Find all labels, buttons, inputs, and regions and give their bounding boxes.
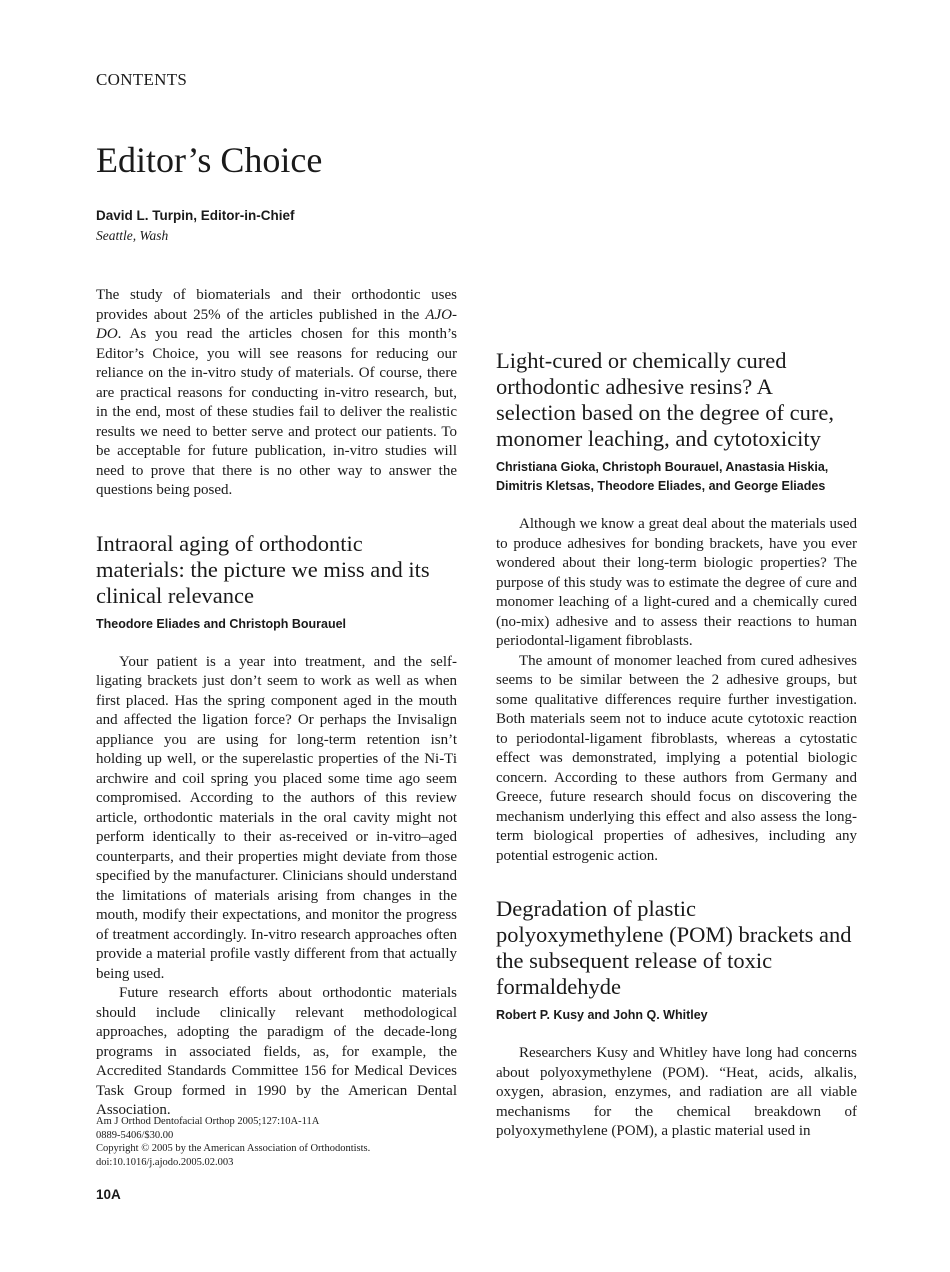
citation-footer <box>96 1115 370 1169</box>
editor-location: Seattle, Wash <box>96 228 169 243</box>
left-column <box>96 286 457 1121</box>
editor-byline: David L. Turpin, Editor-in-Chief <box>96 208 295 223</box>
article-1-paragraph-1: Your patient is a year into treatment, and the self-ligating brackets just don’t seem to work as well as when first placed. Has the spring component aged in the mouth and affected the ligation force? Or perhaps the Invisalign appliance you are using for long-term retention isn’t holding up well, or the superelastic properties of the Ni-Ti archwire and coil spring you placed some time ago seem compromised. According to the authors of this review article, orthodontic materials in the oral cavity might not perform identically to their as-received or in-vitro–aged counterparts, and their properties might deviate from those specified by the manufacturer. Clinicians should understand the limitations of materials arising from changes in the mouth, modify their expectations, and monitor the progress of treatment accordingly. In-vitro research approaches often provide a material profile vastly different from that actually being used. <box>96 653 457 982</box>
article-3-authors: Robert P. Kusy and John Q. Whitley <box>496 1008 708 1022</box>
right-column <box>496 286 857 1142</box>
section-label: CONTENTS <box>96 70 188 89</box>
article-2-title: Light-cured or chemically cured orthodontic adhesive resins? A selection based on the degree of cure, monomer leaching, and cytotoxicity <box>496 348 834 451</box>
journal-name: AJO-DO <box>96 306 457 342</box>
intro-text-2: . As you read the articles chosen for this month’s Editor’s Choice, you will see reasons for reducing our reliance on the in-vitro study of materials. Of course, there are practical reasons for conducting in-vitro research, but, in the end, most of these studies fail to deliver the realistic results we need to better serve and protect our patients. To be acceptable for future publication, in-vitro studies will need to prove that there is no other way to answer the questions being posed. <box>96 326 457 498</box>
page-title: Editor’s Choice <box>96 140 323 180</box>
article-3-paragraph-1: Researchers Kusy and Whitley have long had concerns about polyoxymethylene (POM). “Heat, acids, alkalis, oxygen, abrasion, enzymes, and radiation are all viable mechanisms for the chemical breakdown of polyoxymethylene (POM), a plastic material used in <box>496 1045 857 1139</box>
page-number: 10A <box>96 1187 121 1202</box>
article-3-title: Degradation of plastic polyoxymethylene (POM) brackets and the subsequent release of toxic formaldehyde <box>496 896 852 999</box>
article-2-paragraph-2: The amount of monomer leached from cured adhesives seems to be similar between the 2 adhesive groups, but some qualitative differences require further investigation. Both materials seem not to induce acute cytotoxic reaction to periodontal-ligament fibroblasts, whereas a cytostatic effect was demonstrated, implying a potential biologic concern. According to these authors from Germany and Greece, future research should focus on discovering the mechanism underlying this effect and also assess the long-term biological properties of adhesives, including any potential estrogenic action. <box>496 652 857 864</box>
article-2-authors: Christiana Gioka, Christoph Bourauel, Anastasia Hiskia, Dimitris Kletsas, Theodore Eliades, and George Eliades <box>496 460 829 493</box>
intro-text-1: The study of biomaterials and their orthodontic uses provides about 25% of the articles published in the <box>96 287 457 323</box>
article-1-paragraph-2: Future research efforts about orthodontic materials should include clinically relevant methodological approaches, adopting the paradigm of the decade-long programs in associated fields, as, for example, the Accredited Standards Committee 156 for Medical Devices Task Group formed in 1990 by the American Dental Association. <box>96 985 457 1118</box>
journal-citation: Am J Orthod Dentofacial Orthop 2005;127:10A-11A <box>96 1116 320 1127</box>
article-1-title: Intraoral aging of orthodontic materials: the picture we miss and its clinical relevance <box>96 530 430 608</box>
intro-paragraph <box>96 286 457 501</box>
article-2-paragraph-1: Although we know a great deal about the materials used to produce adhesives for bonding brackets, have you ever wondered about their long-term biologic properties? The purpose of this study was to estimate the degree of cure and monomer leaching of a light-cured and a chemically cured (no-mix) adhesive and to assess their reactions to human periodontal-ligament fibroblasts. <box>496 516 857 649</box>
issn: 0889-5406/$30.00 <box>96 1129 174 1141</box>
article-1-authors: Theodore Eliades and Christoph Bourauel <box>96 616 347 631</box>
copyright: Copyright © 2005 by the American Association of Orthodontists. <box>96 1143 371 1154</box>
doi: doi:10.1016/j.ajodo.2005.02.003 <box>96 1156 234 1168</box>
